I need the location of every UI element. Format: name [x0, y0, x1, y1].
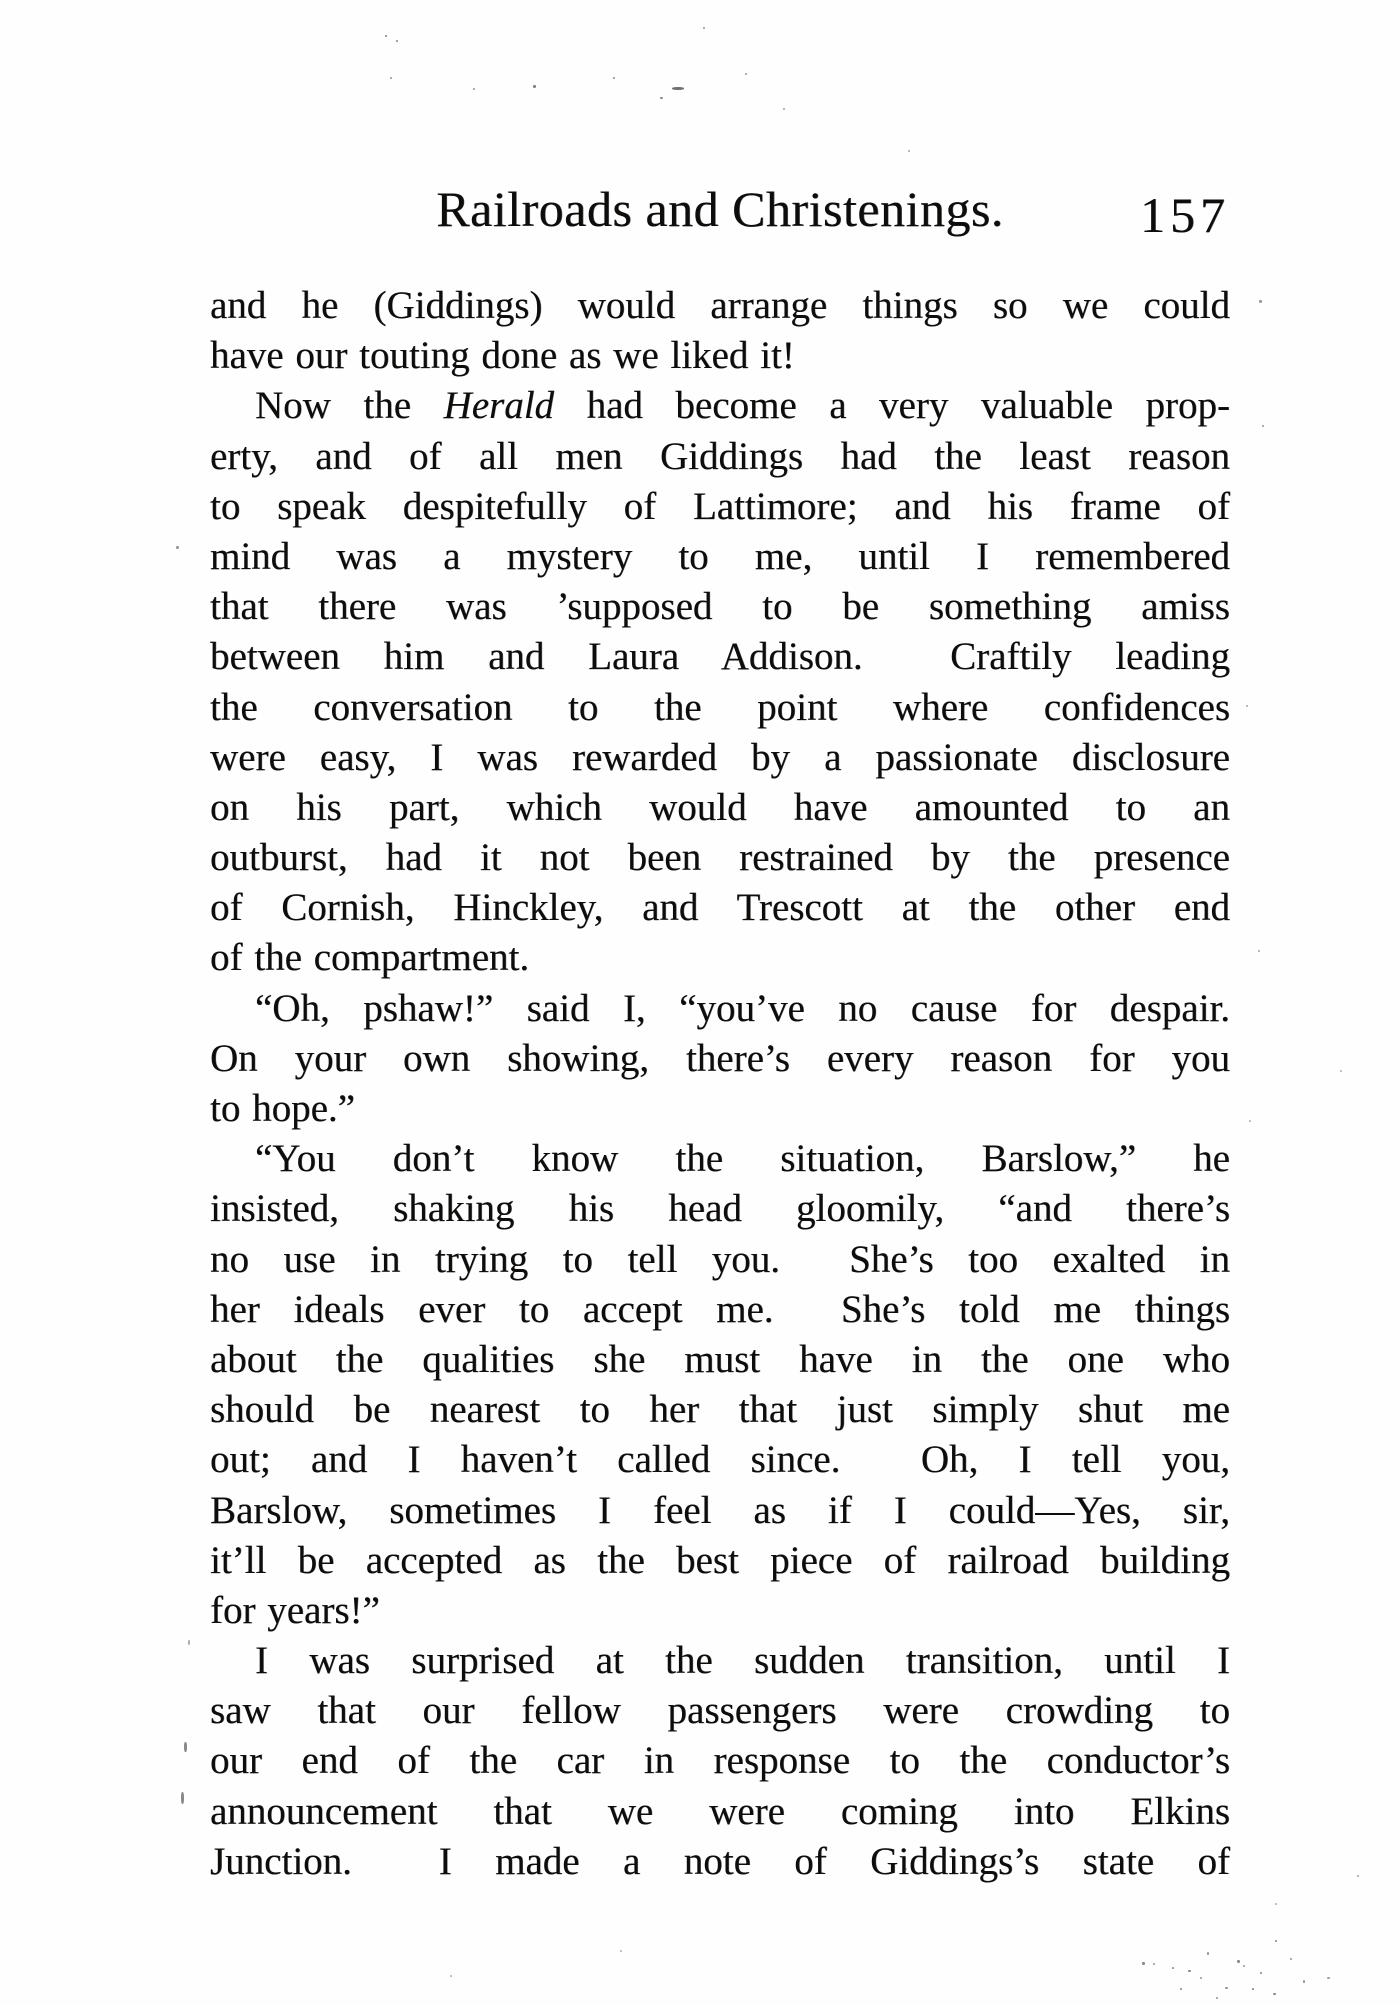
- scan-speck: [1252, 1988, 1254, 1990]
- scan-speck: [1275, 1940, 1277, 1942]
- text-line: [210, 1084, 1230, 1134]
- text-segment: announcement that we were coming into Elkins: [210, 1789, 1230, 1833]
- scan-speck: [385, 35, 387, 37]
- scan-speck: [905, 1868, 907, 1870]
- text-line: [210, 883, 1230, 933]
- text-segment: and he (Giddings) would arrange things so we could: [210, 284, 1230, 327]
- scan-speck: [184, 1742, 187, 1752]
- scan-speck: [473, 88, 475, 90]
- text-segment: out; and I haven’t called since. Oh, I tell you,: [210, 1438, 1230, 1482]
- scan-speck: [181, 1792, 184, 1804]
- text-segment: insisted, shaking his head gloomily, “and there’s: [210, 1187, 1230, 1231]
- text-line: [210, 432, 1230, 482]
- scan-speck: [176, 546, 179, 549]
- scan-speck: [450, 1975, 452, 1977]
- scan-speck: [908, 150, 910, 152]
- text-segment: Now the: [255, 384, 444, 428]
- text-line: [210, 532, 1230, 582]
- scan-speck: [1180, 1988, 1182, 1990]
- text-segment: I was surprised at the sudden transition, until I: [255, 1639, 1230, 1683]
- page-header: [210, 177, 1230, 241]
- text-segment: “Oh, pshaw!” said I, “you’ve no cause for despair.: [255, 986, 1230, 1030]
- scan-speck: [1153, 1963, 1155, 1965]
- text-line: [210, 1586, 1230, 1636]
- text-segment: Barslow, sometimes I feel as if I could—Yes, sir,: [210, 1488, 1230, 1532]
- text-line: [210, 1486, 1230, 1536]
- text-segment: should be nearest to her that just simply shut me: [210, 1388, 1230, 1432]
- text-line: [210, 381, 1230, 431]
- text-line: [210, 783, 1230, 833]
- text-segment: that there was ’supposed to be something amiss: [210, 585, 1230, 629]
- scan-speck: [1262, 425, 1264, 427]
- scan-speck: [1172, 1967, 1174, 1969]
- text-segment: to speak despitefully of Lattimore; and his frame of: [210, 484, 1230, 528]
- text-line: [210, 632, 1230, 682]
- text-line: [210, 1184, 1230, 1234]
- scan-speck: [1327, 1977, 1330, 1979]
- text-segment: the conversation to the point where confidences: [210, 685, 1230, 729]
- scan-speck: [660, 97, 663, 99]
- scan-speck: [1142, 1962, 1145, 1965]
- text-segment: of Cornish, Hinckley, and Trescott at the other end: [210, 886, 1230, 930]
- text-line: [210, 833, 1230, 883]
- scan-speck: [396, 40, 398, 42]
- page-number: 157: [1140, 187, 1230, 243]
- scan-speck: [1200, 1977, 1202, 1979]
- text-line: [210, 1235, 1230, 1285]
- text-segment: Junction. I made a note of Giddings’s state of: [210, 1839, 1230, 1883]
- scan-speck: [613, 77, 615, 79]
- text-line: [210, 281, 1230, 331]
- text-line: [210, 482, 1230, 532]
- text-segment: of the compartment.: [210, 936, 530, 980]
- text-segment: saw that our fellow passengers were crowding to: [210, 1689, 1230, 1733]
- text-segment: erty, and of all men Giddings had the least reason: [210, 434, 1230, 478]
- text-line: [210, 1736, 1230, 1786]
- text-line: [210, 1285, 1230, 1335]
- scan-speck: [1243, 1965, 1245, 1967]
- text-segment: between him and Laura Addison. Craftily leading: [210, 635, 1230, 679]
- text-segment: outburst, had it not been restrained by the presence: [210, 836, 1230, 880]
- chapter-title: Railroads and Christenings.: [436, 181, 1004, 237]
- scan-speck: [1273, 1993, 1276, 1995]
- scan-speck: [1260, 1972, 1262, 1974]
- scan-speck: [390, 77, 392, 79]
- text-line: [210, 1837, 1230, 1887]
- page-body: [210, 281, 1230, 1887]
- text-line: [210, 1686, 1230, 1736]
- scan-speck: [1340, 1070, 1342, 1072]
- text-line: [210, 933, 1230, 983]
- text-line: [210, 683, 1230, 733]
- text-segment: about the qualities she must have in the one who: [210, 1337, 1230, 1381]
- scan-speck: [1275, 1903, 1277, 1905]
- scan-speck: [1207, 1952, 1209, 1955]
- scan-speck: [620, 1950, 622, 1952]
- text-segment: it’ll be accepted as the best piece of railroad building: [210, 1538, 1230, 1582]
- scan-speck: [1258, 950, 1260, 952]
- text-segment: our end of the car in response to the conductor’s: [210, 1739, 1230, 1783]
- scan-speck: [1188, 1970, 1191, 1972]
- text-segment: her ideals ever to accept me. She’s told me things: [210, 1287, 1230, 1331]
- scan-speck: [1259, 300, 1262, 303]
- text-line: [210, 1134, 1230, 1184]
- scan-speck: [1237, 1960, 1240, 1963]
- italic-word: Herald: [443, 384, 555, 428]
- text-segment: no use in trying to tell you. She’s too exalted in: [210, 1237, 1230, 1281]
- scan-speck: [1303, 1980, 1305, 1983]
- text-line: [210, 1787, 1230, 1837]
- text-line: [210, 1435, 1230, 1485]
- scan-speck: [783, 108, 785, 110]
- scan-speck: [188, 1640, 190, 1645]
- text-segment: had become a very valuable prop-: [554, 384, 1230, 428]
- text-line: [210, 1636, 1230, 1686]
- text-line: [210, 1536, 1230, 1586]
- scan-speck: [1357, 1875, 1359, 1877]
- scan-speck: [672, 87, 684, 90]
- scan-speck: [745, 73, 747, 75]
- scan-speck: [1290, 1958, 1292, 1960]
- text-segment: mind was a mystery to me, until I remembered: [210, 534, 1230, 578]
- text-segment: were easy, I was rewarded by a passionate disclosure: [210, 735, 1230, 779]
- scan-speck: [1225, 1987, 1228, 1989]
- scan-speck: [1216, 1997, 1218, 1999]
- text-line: [210, 984, 1230, 1034]
- text-line: [210, 582, 1230, 632]
- scan-speck: [533, 85, 536, 88]
- text-segment: On your own showing, there’s every reason for you: [210, 1036, 1230, 1080]
- scan-speck: [703, 27, 705, 29]
- text-line: [210, 1034, 1230, 1084]
- text-line: [210, 1335, 1230, 1385]
- text-segment: for years!”: [210, 1588, 380, 1632]
- text-line: [210, 331, 1230, 381]
- text-segment: “You don’t know the situation, Barslow,” he: [255, 1137, 1230, 1181]
- text-segment: to hope.”: [210, 1087, 355, 1130]
- text-segment: on his part, which would have amounted to an: [210, 785, 1230, 829]
- scan-speck: [1246, 705, 1248, 707]
- text-line: [210, 733, 1230, 783]
- text-segment: have our touting done as we liked it!: [210, 334, 795, 378]
- text-line: [210, 1385, 1230, 1435]
- scan-speck: [1249, 1120, 1251, 1122]
